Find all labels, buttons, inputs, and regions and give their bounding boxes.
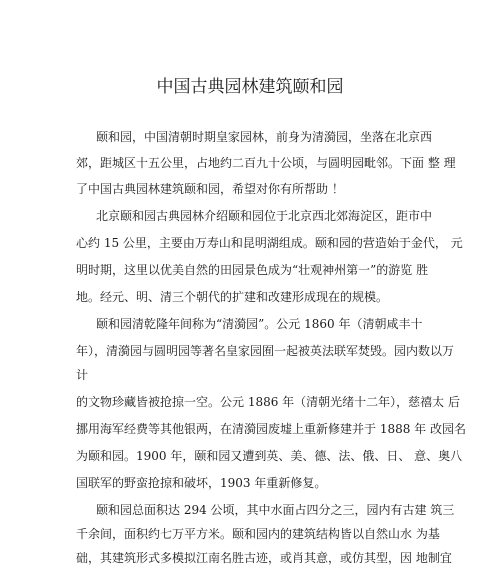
paragraph-3-line-7: 国联军的野蛮抢掠和破坏，1903 年重新修复。 — [76, 476, 327, 490]
paragraph-3-line-3: 计 — [76, 368, 89, 382]
paragraph-4-line-1: 颐和园总面积达 294 公顷，其中水面占四分之三，园内有古建 筑三 — [96, 503, 455, 517]
paragraph-1-line-2: 郊，距城区十五公里，占地约二百九十公顷，与圆明园毗邻。下面 整 理 — [76, 156, 456, 170]
paragraph-1-line-3: 了中国古典园林建筑颐和园，希望对你有所帮助 ！ — [76, 182, 344, 196]
paragraph-2-line-1: 北京颐和园古典园林介绍颐和园位于北京西北郊海淀区，距市中 — [96, 209, 433, 223]
paragraph-1-line-1: 颐和园，中国清朝时期皇家园林，前身为清漪园，坐落在北京西 — [96, 130, 433, 144]
paragraph-3-line-2: 年），清漪园与圆明园等著名皇家园囿一起被英法联军焚毁。园内数以万 — [76, 344, 455, 358]
paragraph-2-line-3: 明时期，这里以优美自然的田园景色成为“壮观神州第一”的游览 胜 — [76, 263, 429, 277]
paragraph-4-line-3: 础，其建筑形式多模拟江南名胜古迹，或肖其意，或仿其型，因 地制宜 — [76, 551, 452, 565]
paragraph-2-line-2: 心约 15 公里，主要由万寿山和昆明湖组成。颐和园的营造始于金代， 元 — [76, 236, 463, 250]
paragraph-3-line-6: 为颐和园。1900 年，颐和园又遭到英、美、德、法、俄、日、 意、奥八 — [76, 449, 463, 463]
paragraph-3-line-5: 挪用海军经费等其他银两，在清漪园废墟上重新修建并于 1888 年 改园名 — [76, 422, 466, 436]
paragraph-2-line-4: 地。经元、明、清三个朝代的扩建和改建形成现在的规模。 — [76, 290, 389, 304]
document-title: 中国古典园林建筑颐和园 — [156, 77, 344, 97]
paragraph-3-line-1: 颐和园清乾隆年间称为“清漪园”。公元 1860 年（清朝咸丰十 — [96, 317, 423, 331]
paragraph-3-line-4: 的文物珍藏皆被抢掠一空。公元 1886 年（清朝光绪十二年），慈禧太 后 — [76, 395, 460, 409]
paragraph-4-line-2: 千余间，面积约七万平方米。颐和园内的建筑结构皆以自然山水 为基 — [76, 527, 440, 541]
